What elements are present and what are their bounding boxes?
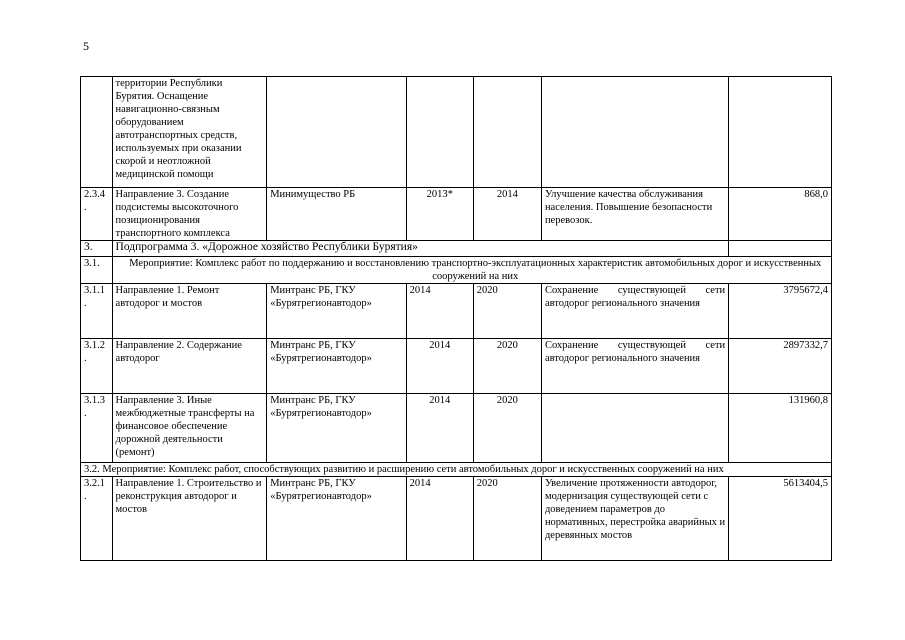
cell-start: 2014: [406, 284, 473, 339]
program-table: [80, 76, 832, 561]
cell-num: 3.1.: [81, 257, 113, 284]
cell-amount: 2897332,7: [729, 339, 832, 394]
table-row: [81, 477, 832, 561]
cell-start: 2014: [406, 339, 473, 394]
cell-executor: Минтранс РБ, ГКУ «Бурятрегионавтодор»: [267, 394, 406, 463]
measure-title: Мероприятие: Комплекс работ по поддержанию и восстановлению транспортно-эксплуатационных характеристик автомобильных дорог и искусственных сооружений на них: [112, 257, 831, 284]
measure-row: [81, 257, 832, 284]
page-number: 5: [83, 39, 89, 53]
cell-num: 3.1.3 .: [81, 394, 113, 463]
cell-executor: Минтранс РБ, ГКУ «Бурятрегионавтодор»: [267, 284, 406, 339]
cell-amount: 131960,8: [729, 394, 832, 463]
cell-name: Направление 3. Иные межбюджетные трансферты на финансовое обеспечение дорожной деятельности (ремонт): [112, 394, 267, 463]
table-row: [81, 188, 832, 241]
cell-start: [406, 77, 473, 188]
cell-num: [81, 77, 113, 188]
cell-executor: [267, 77, 406, 188]
cell-amount: 3795672,4: [729, 284, 832, 339]
cell-executor: Минтранс РБ, ГКУ «Бурятрегионавтодор»: [267, 339, 406, 394]
cell-amount: 5613404,5: [729, 477, 832, 561]
cell-amount: [729, 241, 832, 257]
cell-end: 2020: [473, 394, 541, 463]
subprogram-row: [81, 241, 832, 257]
cell-result: [541, 77, 728, 188]
measure-title: 3.2. Мероприятие: Комплекс работ, способствующих развитию и расширению сети автомобильных дорог и искусственных сооружений на них: [81, 463, 832, 477]
table-row: [81, 284, 832, 339]
cell-result: [541, 394, 728, 463]
cell-name: территории Республики Бурятия. Оснащение навигационно-связным оборудованием автотранспортных средств, используемых при оказании скорой и неотложной медицинской помощи: [112, 77, 267, 188]
cell-num: 3.: [81, 241, 113, 257]
cell-start: 2014: [406, 394, 473, 463]
cell-end: 2020: [473, 477, 541, 561]
subprogram-title: Подпрограмма 3. «Дорожное хозяйство Республики Бурятия»: [112, 241, 729, 257]
cell-executor: Минтранс РБ, ГКУ «Бурятрегионавтодор»: [267, 477, 406, 561]
cell-start: 2013*: [406, 188, 473, 241]
table-row: [81, 394, 832, 463]
table-row: [81, 77, 832, 188]
cell-num: 2.3.4 .: [81, 188, 113, 241]
cell-result: Сохранение существующей сети автодорог регионального значения: [541, 339, 728, 394]
cell-amount: [729, 77, 832, 188]
cell-start: 2014: [406, 477, 473, 561]
cell-end: 2014: [473, 188, 541, 241]
table-row: [81, 339, 832, 394]
cell-name: Направление 2. Содержание автодорог: [112, 339, 267, 394]
cell-executor: Минимущество РБ: [267, 188, 406, 241]
cell-num: 3.1.1 .: [81, 284, 113, 339]
cell-name: Направление 3. Создание подсистемы высокоточного позиционирования транспортного комплекса: [112, 188, 267, 241]
cell-name: Направление 1. Строительство и реконструкция автодорог и мостов: [112, 477, 267, 561]
cell-name: Направление 1. Ремонт автодорог и мостов: [112, 284, 267, 339]
measure-row: [81, 463, 832, 477]
cell-end: [473, 77, 541, 188]
cell-end: 2020: [473, 284, 541, 339]
cell-num: 3.2.1 .: [81, 477, 113, 561]
cell-num: 3.1.2 .: [81, 339, 113, 394]
cell-result: Сохранение существующей сети автодорог регионального значения: [541, 284, 728, 339]
cell-result: Улучшение качества обслуживания населения. Повышение безопасности перевозок.: [541, 188, 728, 241]
cell-result: Увеличение протяженности автодорог, модернизация существующей сети с доведением параметров до нормативных, перестройка аварийных и деревянных мостов: [541, 477, 728, 561]
cell-amount: 868,0: [729, 188, 832, 241]
cell-end: 2020: [473, 339, 541, 394]
